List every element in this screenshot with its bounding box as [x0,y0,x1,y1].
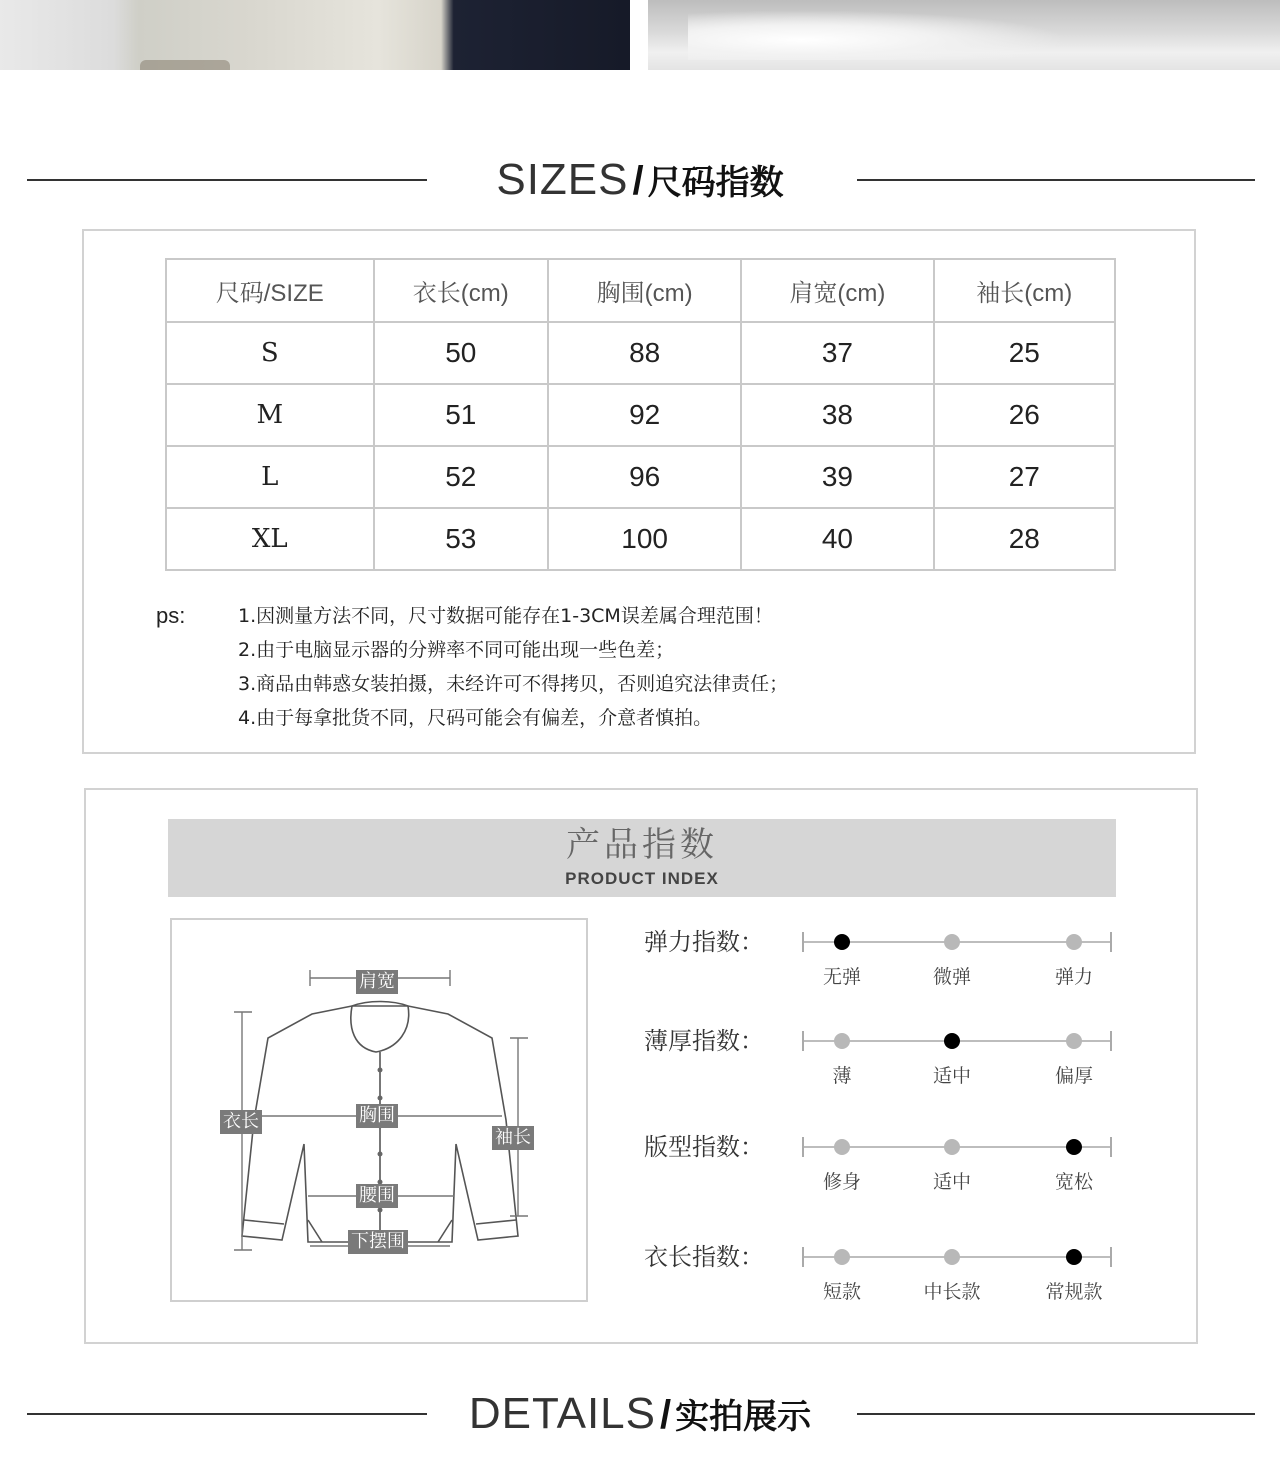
note-item: 4.由于每拿批货不同，尺码可能会有偏差，介意者慎拍。 [238,707,713,729]
details-title-zh: 实拍展示 [675,1397,812,1437]
index-option: 适中 [932,1065,971,1087]
index-row-fit [644,1131,1124,1211]
product-index-box [84,788,1198,1344]
size-chart-box [82,229,1196,754]
sizes-title [0,150,1280,219]
sizes-title-zh: 尺码指数 [647,163,784,203]
index-option: 常规款 [1045,1281,1103,1303]
cell-sleeve: 28 [934,508,1115,570]
table-row [166,384,1115,446]
index-dot [1066,934,1082,950]
index-dot [1066,1249,1082,1265]
product-index-title-zh: 产品指数 [566,825,718,865]
cell-length: 53 [374,508,548,570]
label-length: 衣长 [220,1110,262,1134]
cell-sleeve: 27 [934,446,1115,508]
index-dot [944,934,960,950]
note-item: 1.因测量方法不同，尺寸数据可能存在1-3CM误差属合理范围！ [238,605,773,627]
label-shoulder: 肩宽 [356,970,398,994]
details-title [0,1384,1280,1453]
cell-shoulder: 39 [741,446,933,508]
sizes-title-en: SIZES [496,155,629,204]
index-dot [834,934,850,950]
index-option: 修身 [822,1171,861,1193]
col-header-chest: 胸围(cm) [548,259,741,322]
title-slash: / [660,1393,672,1437]
col-header-sleeve: 袖长(cm) [934,259,1115,322]
cell-shoulder: 40 [741,508,933,570]
title-slash: / [632,159,644,203]
cell-size: M [166,384,374,446]
product-photo-left [0,0,630,70]
index-label: 版型指数： [644,1133,764,1161]
note-item: 3.商品由韩惑女装拍摄，未经许可不得拷贝，否则追究法律责任； [238,673,789,695]
track-cap-end [1110,932,1112,952]
col-header-length: 衣长(cm) [374,259,548,322]
index-row-length [644,1241,1124,1321]
product-index-title-en: PRODUCT INDEX [565,869,719,888]
col-header-shoulder: 肩宽(cm) [741,259,933,322]
index-option: 中长款 [923,1281,981,1303]
cell-chest: 92 [548,384,741,446]
index-option: 微弹 [932,966,971,988]
sizes-section-header [0,150,1280,210]
label-chest: 胸围 [356,1104,398,1128]
cell-shoulder: 38 [741,384,933,446]
cell-size: S [166,322,374,384]
size-table [165,258,1116,571]
track-cap-start [802,1137,804,1157]
table-row [166,322,1115,384]
index-dot [834,1033,850,1049]
index-label: 衣长指数： [644,1243,764,1271]
index-dot [834,1249,850,1265]
index-dot [944,1033,960,1049]
cell-length: 51 [374,384,548,446]
size-table-header-row [166,259,1115,322]
cell-size: L [166,446,374,508]
cell-chest: 96 [548,446,741,508]
table-row [166,508,1115,570]
track-cap-start [802,932,804,952]
details-section-header [0,1384,1280,1444]
cell-length: 52 [374,446,548,508]
garment-diagram [170,918,588,1302]
index-row-thickness [644,1025,1124,1105]
label-sleeve: 袖长 [492,1126,534,1150]
col-header-size: 尺码/SIZE [166,259,374,322]
index-label: 薄厚指数： [644,1027,764,1055]
track-cap-end [1110,1247,1112,1267]
index-option: 薄 [832,1065,852,1087]
note-item: 2.由于电脑显示器的分辨率不同可能出现一些色差； [238,639,675,661]
label-hem: 下摆围 [348,1230,408,1254]
index-option: 短款 [822,1281,861,1303]
table-row [166,446,1115,508]
index-option: 偏厚 [1054,1065,1093,1087]
cell-chest: 88 [548,322,741,384]
index-option: 弹力 [1054,966,1093,988]
index-option: 适中 [932,1171,971,1193]
notes-list [238,599,788,735]
track-cap-end [1110,1137,1112,1157]
details-title-en: DETAILS [468,1389,656,1438]
index-option: 宽松 [1054,1171,1093,1193]
product-index-banner [168,819,1116,897]
index-dot [1066,1139,1082,1155]
notes-prefix: ps: [156,603,186,628]
track-cap-start [802,1247,804,1267]
index-dot [1066,1033,1082,1049]
cell-size: XL [166,508,374,570]
cell-sleeve: 26 [934,384,1115,446]
cell-shoulder: 37 [741,322,933,384]
cell-sleeve: 25 [934,322,1115,384]
track-cap-start [802,1031,804,1051]
cell-length: 50 [374,322,548,384]
index-dot [944,1139,960,1155]
index-label: 弹力指数： [644,928,764,956]
track-cap-end [1110,1031,1112,1051]
label-waist: 腰围 [356,1184,398,1208]
index-row-elasticity [644,926,1124,1006]
index-dot [944,1249,960,1265]
index-option: 无弹 [822,966,861,988]
index-dot [834,1139,850,1155]
cell-chest: 100 [548,508,741,570]
product-photo-right [648,0,1280,70]
